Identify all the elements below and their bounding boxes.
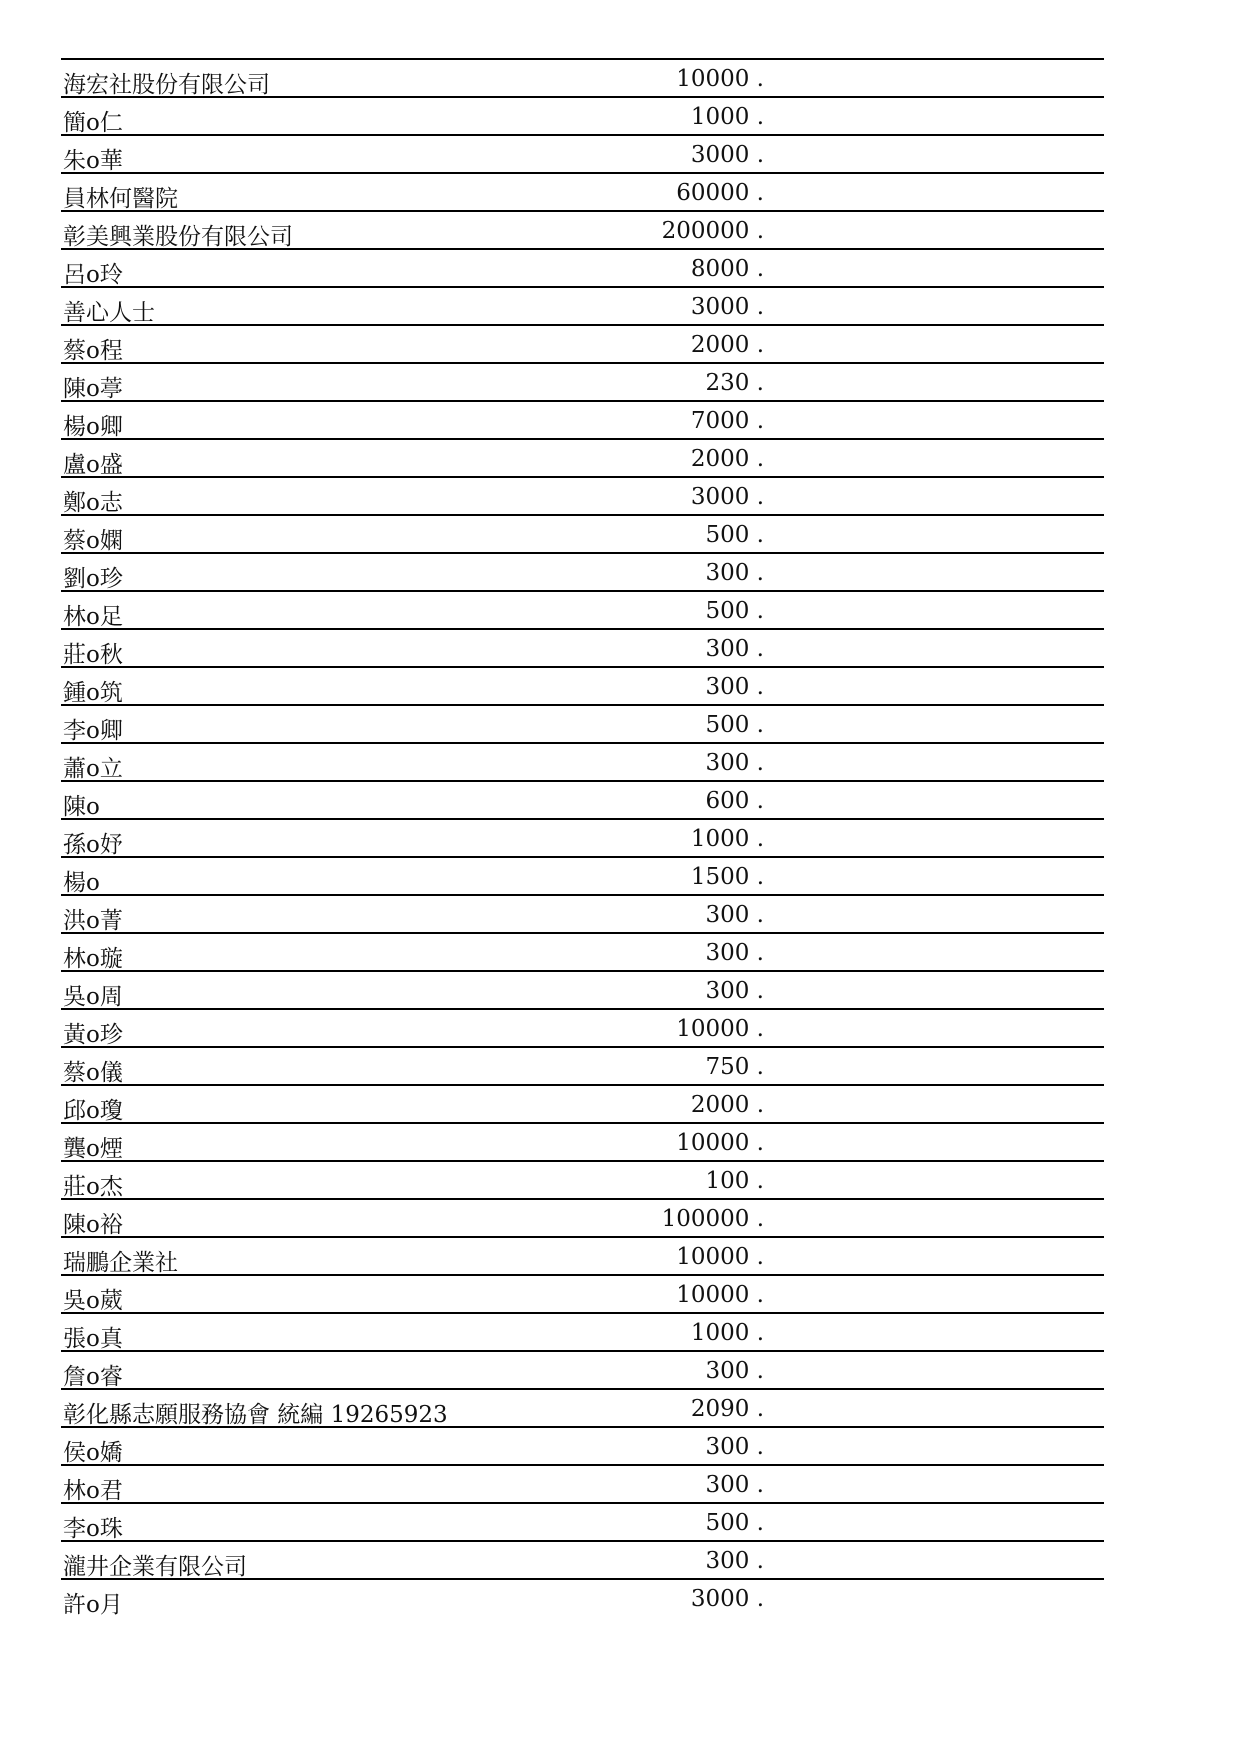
donor-name: 蔡o程 (63, 338, 123, 364)
donation-amount: 2090 . (690, 1396, 764, 1422)
table-row (61, 1350, 1104, 1388)
donor-name: 蔡o儀 (63, 1060, 123, 1086)
table-row (61, 590, 1104, 628)
donation-amount: 60000 . (676, 180, 764, 206)
donation-amount: 500 . (705, 598, 764, 624)
donation-amount: 1000 . (690, 104, 764, 130)
donation-amount: 300 . (705, 902, 764, 928)
donor-name: 彰化縣志願服務協會 統編 19265923 (63, 1402, 448, 1428)
donor-name: 吳o周 (63, 984, 123, 1010)
donation-amount: 300 . (705, 1548, 764, 1574)
table-row (61, 58, 1104, 96)
donor-name: 吳o葳 (63, 1288, 123, 1314)
donation-amount: 1500 . (690, 864, 764, 890)
donation-table (61, 58, 1104, 1616)
table-row (61, 324, 1104, 362)
table-row (61, 1122, 1104, 1160)
donor-name: 呂o玲 (63, 262, 123, 288)
table-row (61, 1236, 1104, 1274)
donor-name: 朱o華 (63, 148, 123, 174)
donor-name: 簡o仁 (63, 110, 123, 136)
donor-name: 侯o嬌 (63, 1440, 123, 1466)
donation-amount: 230 . (705, 370, 764, 396)
table-row (61, 210, 1104, 248)
donation-amount: 200000 . (661, 218, 764, 244)
donor-name: 彰美興業股份有限公司 (63, 224, 293, 250)
table-row (61, 134, 1104, 172)
donor-name: 楊o卿 (63, 414, 123, 440)
donation-amount: 300 . (705, 636, 764, 662)
donor-name: 鄭o志 (63, 490, 123, 516)
donor-name: 孫o妤 (63, 832, 123, 858)
donor-name: 員林何醫院 (63, 186, 178, 212)
table-row (61, 438, 1104, 476)
table-row (61, 1198, 1104, 1236)
donation-amount: 10000 . (676, 1244, 764, 1270)
donor-name: 龔o煙 (63, 1136, 123, 1162)
donor-name: 李o珠 (63, 1516, 123, 1542)
donation-amount: 1000 . (690, 826, 764, 852)
donation-amount: 300 . (705, 1358, 764, 1384)
donation-amount: 500 . (705, 522, 764, 548)
donor-name: 林o君 (63, 1478, 123, 1504)
donor-name: 陳o葶 (63, 376, 123, 402)
donation-amount: 3000 . (690, 142, 764, 168)
table-row (61, 1160, 1104, 1198)
donor-name: 陳o (63, 794, 100, 820)
donor-name: 海宏社股份有限公司 (63, 72, 270, 98)
donor-name: 劉o珍 (63, 566, 123, 592)
donation-amount: 2000 . (690, 332, 764, 358)
table-row (61, 400, 1104, 438)
donor-name: 邱o瓊 (63, 1098, 123, 1124)
donation-amount: 3000 . (690, 484, 764, 510)
donor-name: 詹o睿 (63, 1364, 123, 1390)
donation-amount: 1000 . (690, 1320, 764, 1346)
donation-amount: 100 . (705, 1168, 764, 1194)
donor-name: 盧o盛 (63, 452, 123, 478)
table-row (61, 96, 1104, 134)
table-row (61, 1312, 1104, 1350)
table-row (61, 970, 1104, 1008)
donation-amount: 8000 . (690, 256, 764, 282)
table-row (61, 514, 1104, 552)
donation-amount: 2000 . (690, 1092, 764, 1118)
donation-amount: 500 . (705, 1510, 764, 1536)
donor-name: 善心人士 (63, 300, 155, 326)
donor-name: 莊o杰 (63, 1174, 123, 1200)
donor-name: 陳o裕 (63, 1212, 123, 1238)
table-row (61, 1274, 1104, 1312)
donation-amount: 10000 . (676, 66, 764, 92)
donor-name: 蔡o嫻 (63, 528, 123, 554)
donor-name: 鍾o筑 (63, 680, 123, 706)
table-row (61, 1578, 1104, 1616)
donation-amount: 3000 . (690, 1586, 764, 1612)
donor-name: 張o真 (63, 1326, 123, 1352)
table-row (61, 552, 1104, 590)
table-row (61, 286, 1104, 324)
donation-amount: 10000 . (676, 1282, 764, 1308)
donation-amount: 10000 . (676, 1016, 764, 1042)
table-row (61, 476, 1104, 514)
donation-amount: 100000 . (661, 1206, 764, 1232)
table-row (61, 1084, 1104, 1122)
table-row (61, 856, 1104, 894)
table-row (61, 666, 1104, 704)
donation-amount: 500 . (705, 712, 764, 738)
donation-amount: 7000 . (690, 408, 764, 434)
table-row (61, 1046, 1104, 1084)
donor-name: 洪o菁 (63, 908, 123, 934)
donation-amount: 300 . (705, 750, 764, 776)
donation-amount: 600 . (705, 788, 764, 814)
table-row (61, 742, 1104, 780)
donation-amount: 750 . (705, 1054, 764, 1080)
donation-amount: 10000 . (676, 1130, 764, 1156)
table-row (61, 1388, 1104, 1426)
donation-amount: 3000 . (690, 294, 764, 320)
table-row (61, 362, 1104, 400)
table-row (61, 248, 1104, 286)
donation-amount: 300 . (705, 940, 764, 966)
donor-name: 莊o秋 (63, 642, 123, 668)
donor-name: 許o月 (63, 1592, 123, 1618)
donor-name: 林o璇 (63, 946, 123, 972)
table-row (61, 1464, 1104, 1502)
table-row (61, 780, 1104, 818)
table-row (61, 894, 1104, 932)
donor-name: 黃o珍 (63, 1022, 123, 1048)
table-row (61, 172, 1104, 210)
donor-name: 李o卿 (63, 718, 123, 744)
table-row (61, 818, 1104, 856)
table-row (61, 1540, 1104, 1578)
donation-amount: 2000 . (690, 446, 764, 472)
table-row (61, 1008, 1104, 1046)
donation-amount: 300 . (705, 978, 764, 1004)
table-row (61, 1502, 1104, 1540)
table-row (61, 932, 1104, 970)
donor-name: 蕭o立 (63, 756, 123, 782)
donation-amount: 300 . (705, 1472, 764, 1498)
donor-name: 林o足 (63, 604, 123, 630)
table-row (61, 704, 1104, 742)
donor-name: 瀧井企業有限公司 (63, 1554, 247, 1580)
donation-amount: 300 . (705, 1434, 764, 1460)
table-row (61, 1426, 1104, 1464)
donor-name: 瑞鵬企業社 (63, 1250, 178, 1276)
donor-name: 楊o (63, 870, 100, 896)
donation-amount: 300 . (705, 560, 764, 586)
donation-amount: 300 . (705, 674, 764, 700)
table-row (61, 628, 1104, 666)
